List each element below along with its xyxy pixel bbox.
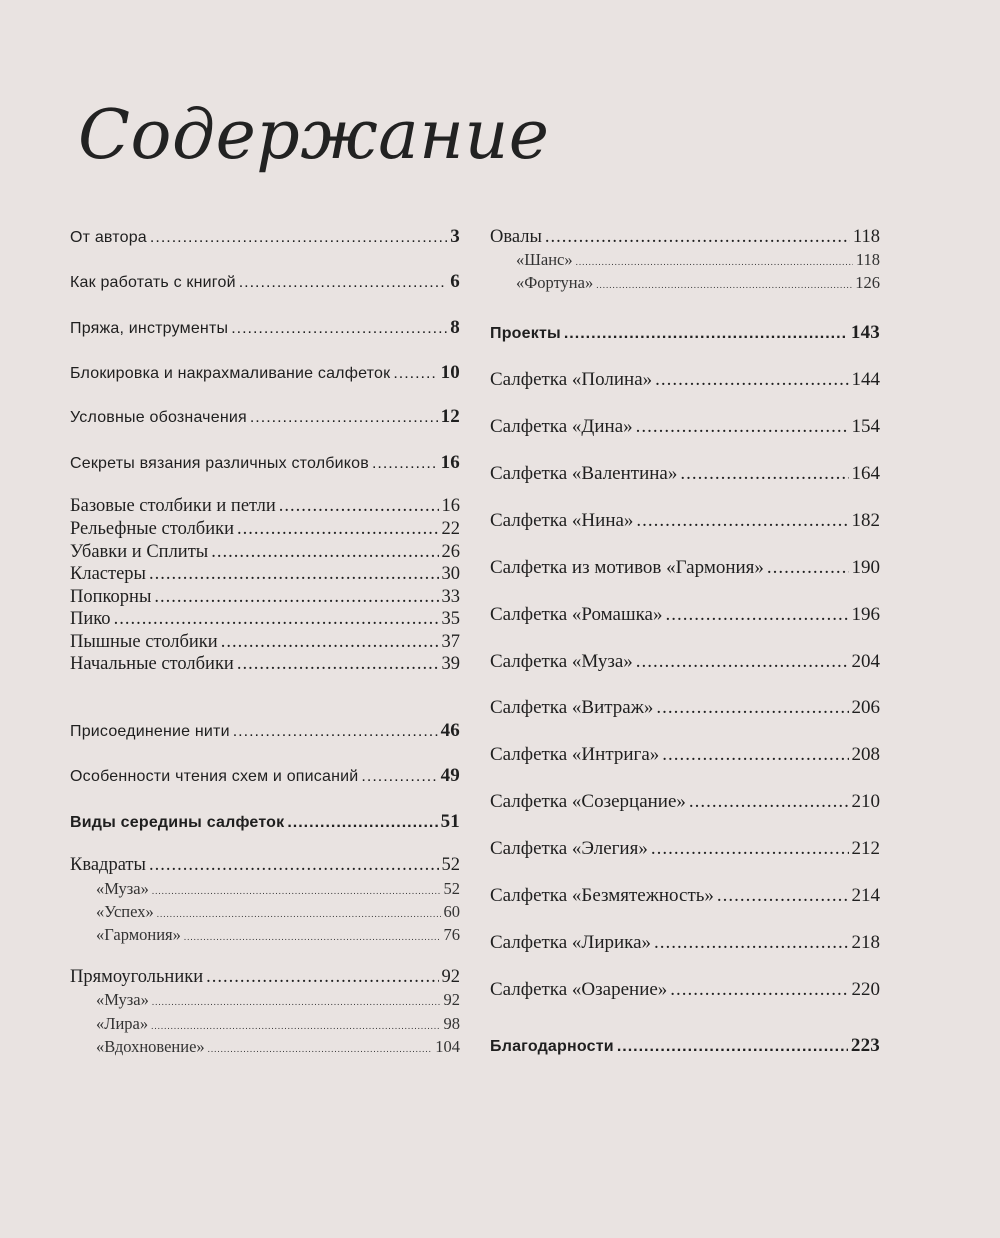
toc-entry-label: Благодарности <box>490 1038 614 1055</box>
toc-subsubentry[interactable] <box>70 902 460 922</box>
toc-entry-label: Салфетка «Муза» <box>490 651 633 672</box>
leader-dots <box>250 409 438 427</box>
leader-dots <box>184 932 441 942</box>
toc-entry-page: 16 <box>440 452 460 473</box>
toc-entry-page: 26 <box>441 542 460 562</box>
toc-entry-label: Базовые столбики и петли <box>70 496 276 516</box>
toc-entry[interactable] <box>70 765 460 787</box>
toc-napkin-entry[interactable] <box>490 744 880 766</box>
leader-dots <box>680 463 848 485</box>
toc-entry-page: 126 <box>855 273 880 292</box>
toc-napkin-entry[interactable] <box>490 463 880 485</box>
toc-napkin-entry[interactable] <box>490 791 880 813</box>
toc-entry-label: Салфетка «Полина» <box>490 369 653 390</box>
toc-entry-label: «Шанс» <box>516 250 573 269</box>
toc-entry-page: 3 <box>450 226 460 247</box>
toc-subentry[interactable] <box>70 632 460 653</box>
toc-entry-label: Салфетка «Дина» <box>490 416 633 437</box>
leader-dots <box>651 838 849 860</box>
toc-entry-label: «Вдохновение» <box>96 1037 205 1056</box>
toc-entry[interactable] <box>70 406 460 428</box>
leader-dots <box>221 632 439 653</box>
toc-entry-page: 16 <box>441 496 460 516</box>
toc-entry-label: Пико <box>70 609 111 629</box>
toc-entry-page: 35 <box>441 609 460 629</box>
toc-entry[interactable] <box>70 720 460 742</box>
toc-entry-page: 223 <box>850 1035 880 1056</box>
toc-entry-label: Виды середины салфеток <box>70 814 285 831</box>
leader-dots <box>617 1038 848 1056</box>
leader-dots <box>154 587 438 608</box>
leader-dots <box>717 885 849 907</box>
toc-napkin-entry[interactable] <box>490 604 880 626</box>
toc-entry-page: 92 <box>443 990 460 1009</box>
toc-entry-label: «Лира» <box>96 1014 149 1033</box>
toc-entry-label: Прямоугольники <box>70 967 204 987</box>
toc-entry-page: 143 <box>850 322 880 343</box>
toc-entry-label: Убавки и Сплиты <box>70 542 209 562</box>
toc-subsubentry[interactable] <box>70 1014 460 1034</box>
leader-dots <box>636 651 849 673</box>
toc-napkin-entry[interactable] <box>490 885 880 907</box>
toc-entry-label: Салфетка «Созерцание» <box>490 791 686 812</box>
toc-entry-label: «Фортуна» <box>516 273 594 292</box>
leader-dots <box>150 229 447 247</box>
toc-entry-label: Условные обозначения <box>70 409 247 426</box>
toc-napkin-entry[interactable] <box>490 838 880 860</box>
toc-entry[interactable] <box>70 317 460 339</box>
toc-entry-label: Присоединение нити <box>70 723 230 740</box>
leader-dots <box>233 723 438 741</box>
toc-napkin-entry[interactable] <box>490 557 880 579</box>
toc-entry-label: «Гармония» <box>96 925 181 944</box>
toc-entry-page: 12 <box>440 406 460 427</box>
leader-dots <box>393 365 437 383</box>
toc-subentry[interactable] <box>70 587 460 608</box>
toc-entry-page: 37 <box>441 632 460 652</box>
leader-dots <box>666 604 849 626</box>
toc-entry-label: Как работать с книгой <box>70 274 236 291</box>
toc-entry-label: Особенности чтения схем и описаний <box>70 768 359 785</box>
leader-dots <box>239 274 448 292</box>
toc-entry-page: 10 <box>440 362 460 383</box>
toc-entry-label: Овалы <box>490 227 542 247</box>
leader-dots <box>361 768 437 786</box>
leader-dots <box>596 280 852 290</box>
toc-entry-label: Салфетка «Витраж» <box>490 697 654 718</box>
leader-dots <box>208 1044 433 1054</box>
toc-entry-label: «Успех» <box>96 902 154 921</box>
toc-entry-page: 220 <box>851 979 880 1000</box>
toc-entry-page: 33 <box>441 587 460 607</box>
leader-dots <box>149 564 439 585</box>
toc-entry-label: Салфетка «Интрига» <box>490 744 660 765</box>
toc-entry-page: 118 <box>852 227 880 247</box>
toc-entry[interactable] <box>70 226 460 248</box>
leader-dots <box>206 967 438 988</box>
leader-dots <box>576 257 853 267</box>
toc-subentry[interactable] <box>70 542 460 563</box>
toc-entry-label: Салфетка «Валентина» <box>490 463 678 484</box>
leader-dots <box>545 227 850 248</box>
toc-entry-page: 218 <box>851 932 880 953</box>
toc-entry-label: Салфетка из мотивов «Гармония» <box>490 557 764 578</box>
toc-entry-label: Рельефные столбики <box>70 519 235 539</box>
toc-entry-page: 52 <box>441 855 460 875</box>
toc-napkin-entry[interactable] <box>490 932 880 954</box>
toc-entry-page: 98 <box>443 1014 460 1033</box>
toc-entry-page: 196 <box>851 604 880 625</box>
toc-entry-page: 60 <box>443 902 460 921</box>
toc-entry-label: Блокировка и накрахмаливание салфеток <box>70 365 391 382</box>
toc-entry-page: 214 <box>851 885 880 906</box>
toc-subentry[interactable] <box>70 855 460 876</box>
leader-dots <box>767 557 849 579</box>
toc-entry-label: От автора <box>70 229 147 246</box>
toc-napkin-entry[interactable] <box>490 979 880 1001</box>
toc-entry-page: 118 <box>855 250 880 269</box>
leader-dots <box>564 325 848 343</box>
toc-subentry[interactable] <box>490 227 880 248</box>
toc-entry-page: 190 <box>851 557 880 578</box>
toc-entry-label: Пышные столбики <box>70 632 218 652</box>
toc-entry[interactable] <box>70 362 460 384</box>
leader-dots <box>636 416 849 438</box>
toc-entry-label: Салфетка «Нина» <box>490 510 634 531</box>
leader-dots <box>151 1021 440 1031</box>
toc-napkin-entry[interactable] <box>490 697 880 719</box>
toc-entry-page: 204 <box>851 651 880 672</box>
toc-entry-label: Начальные столбики <box>70 654 234 674</box>
toc-entry-page: 104 <box>435 1037 460 1056</box>
toc-entry[interactable] <box>490 1035 880 1057</box>
toc-subsubentry[interactable] <box>490 250 880 270</box>
toc-entry-label: Квадраты <box>70 855 146 875</box>
toc-entry[interactable] <box>70 452 460 474</box>
leader-dots <box>114 609 439 630</box>
toc-napkin-entry[interactable] <box>490 369 880 391</box>
leader-dots <box>372 455 438 473</box>
toc-entry-label: Салфетка «Элегия» <box>490 838 648 859</box>
toc-entry-page: 144 <box>851 369 880 390</box>
toc-entry-label: Проекты <box>490 325 561 342</box>
toc-entry-page: 182 <box>851 510 880 531</box>
leader-dots <box>654 932 848 954</box>
toc-entry-page: 22 <box>441 519 460 539</box>
toc-entry[interactable] <box>70 811 460 833</box>
leader-dots <box>211 542 438 563</box>
toc-subentry[interactable] <box>70 654 460 675</box>
leader-dots <box>279 496 439 517</box>
toc-entry-page: 210 <box>851 791 880 812</box>
toc-entry-page: 8 <box>450 317 460 338</box>
toc-napkin-entry[interactable] <box>490 510 880 532</box>
leader-dots <box>689 791 849 813</box>
toc-subsubentry[interactable] <box>70 925 460 945</box>
toc-entry-page: 51 <box>440 811 460 832</box>
toc-entry-page: 206 <box>851 697 880 718</box>
toc-subentry[interactable] <box>70 967 460 988</box>
toc-entry-label: Секреты вязания различных столбиков <box>70 455 369 472</box>
toc-napkin-entry[interactable] <box>490 651 880 673</box>
toc-subentry[interactable] <box>70 609 460 630</box>
page-title: Содержание <box>78 96 550 175</box>
leader-dots <box>670 979 848 1001</box>
toc-entry-page: 46 <box>440 720 460 741</box>
toc-entry-page: 30 <box>441 564 460 584</box>
toc-entry-page: 164 <box>851 463 880 484</box>
toc-entry-label: «Муза» <box>96 879 149 898</box>
leader-dots <box>237 654 439 675</box>
toc-entry-label: Салфетка «Озарение» <box>490 979 668 1000</box>
toc-entry-page: 52 <box>443 879 460 898</box>
toc-entry[interactable] <box>490 322 880 344</box>
toc-entry-label: «Муза» <box>96 990 149 1009</box>
toc-entry-page: 212 <box>851 838 880 859</box>
toc-entry-label: Салфетка «Безмятежность» <box>490 885 714 906</box>
leader-dots <box>231 320 447 338</box>
toc-subsubentry[interactable] <box>70 879 460 899</box>
toc-subentry[interactable] <box>70 564 460 585</box>
toc-entry-page: 39 <box>441 654 460 674</box>
leader-dots <box>152 997 441 1007</box>
leader-dots <box>636 510 848 532</box>
toc-entry-page: 76 <box>443 925 460 944</box>
toc-entry-label: Салфетка «Лирика» <box>490 932 652 953</box>
toc-entry-page: 208 <box>851 744 880 765</box>
toc-entry-page: 6 <box>450 271 460 292</box>
toc-subsubentry[interactable] <box>70 1037 460 1057</box>
toc-subentry[interactable] <box>70 519 460 540</box>
leader-dots <box>152 886 441 896</box>
leader-dots <box>237 519 438 540</box>
toc-subsubentry[interactable] <box>70 990 460 1010</box>
leader-dots <box>656 697 848 719</box>
toc-entry-label: Салфетка «Ромашка» <box>490 604 663 625</box>
leader-dots <box>655 369 848 391</box>
toc-entry-label: Пряжа, инструменты <box>70 320 229 337</box>
toc-napkin-entry[interactable] <box>490 416 880 438</box>
leader-dots <box>287 814 437 832</box>
toc-entry-label: Попкорны <box>70 587 152 607</box>
toc-entry[interactable] <box>70 271 460 293</box>
leader-dots <box>662 744 848 766</box>
leader-dots <box>157 909 441 919</box>
leader-dots <box>149 855 439 876</box>
toc-entry-page: 49 <box>440 765 460 786</box>
toc-subsubentry[interactable] <box>490 273 880 293</box>
toc-subentry[interactable] <box>70 496 460 517</box>
toc-entry-page: 92 <box>441 967 460 987</box>
toc-entry-page: 154 <box>851 416 880 437</box>
toc-entry-label: Кластеры <box>70 564 146 584</box>
